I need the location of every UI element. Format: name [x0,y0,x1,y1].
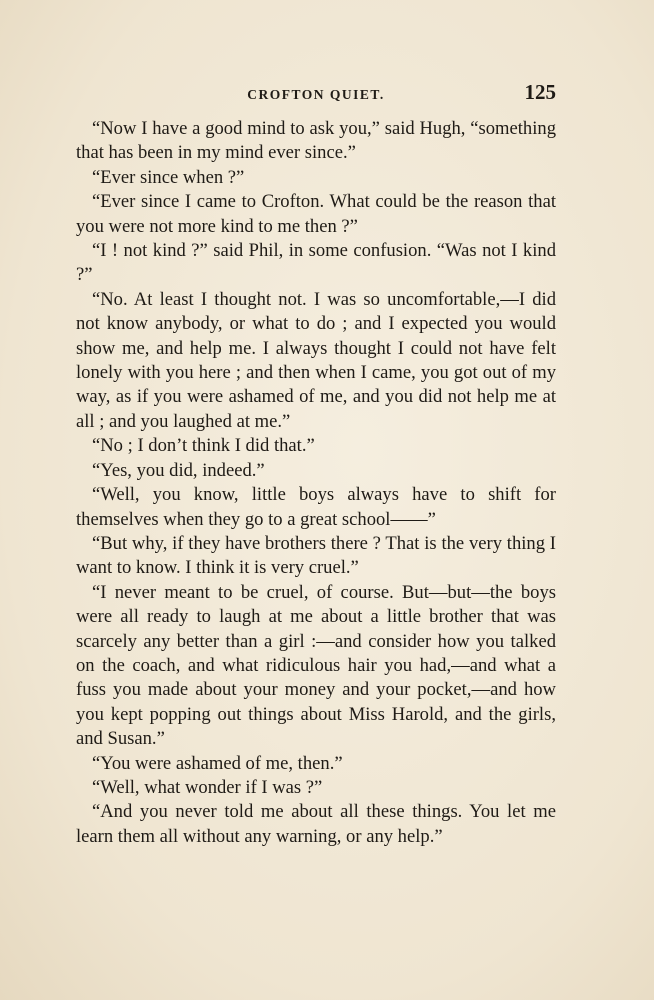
paragraph: “I ! not kind ?” said Phil, in some confusion. “Was not I kind ?” [76,240,556,286]
paragraph: “Ever since I came to Crofton. What could be the reason that you were not more kind to me then ?” [76,191,556,237]
paragraph: “Well, what wonder if I was ?” [92,776,323,798]
running-title: CROFTON QUIET. [247,87,385,102]
paragraph: “Ever since when ?” [92,166,245,188]
paragraph: “Yes, you did, indeed.” [92,459,265,481]
page-number: 125 [524,80,556,104]
paragraph: “But why, if they have brothers there ? That is the very thing I want to know. I think it is very cruel.” [76,532,556,579]
paragraph: “I never meant to be cruel, of course. But—but—the boys were all ready to laugh at me about a little brother that was scarcely any better than a girl :—and consider how you talked on the coach, and what ridiculous hair you had,—and what a fuss you made about your money and your pocket,—and how you kept popping out things about Miss Harold, and the girls, and Susan.” [76,581,556,750]
paragraph: “No ; I don’t think I did that.” [92,435,315,457]
body-text [76,117,556,849]
paragraph: “You were ashamed of me, then.” [92,752,343,774]
paragraph: “Well, you know, little boys always have to shift for themselves when they go to a great school——” [76,484,556,530]
paragraph: “Now I have a good mind to ask you,” said Hugh, “something that has been in my mind ever since.” [76,118,556,164]
page-header [76,80,556,110]
paragraph: “No. At least I thought not. I was so uncomfortable,—I did not know anybody, or what to do ; and I expected you would show me, and help me. I always thought I could not have felt lonely with you here ; and then when I came, you got out of my way, as if you were ashamed of me, and you did not help me at all ; and you laughed at me.” [76,288,556,432]
paragraph: “And you never told me about all these things. You let me learn them all without any warning, or any help.” [76,801,556,847]
